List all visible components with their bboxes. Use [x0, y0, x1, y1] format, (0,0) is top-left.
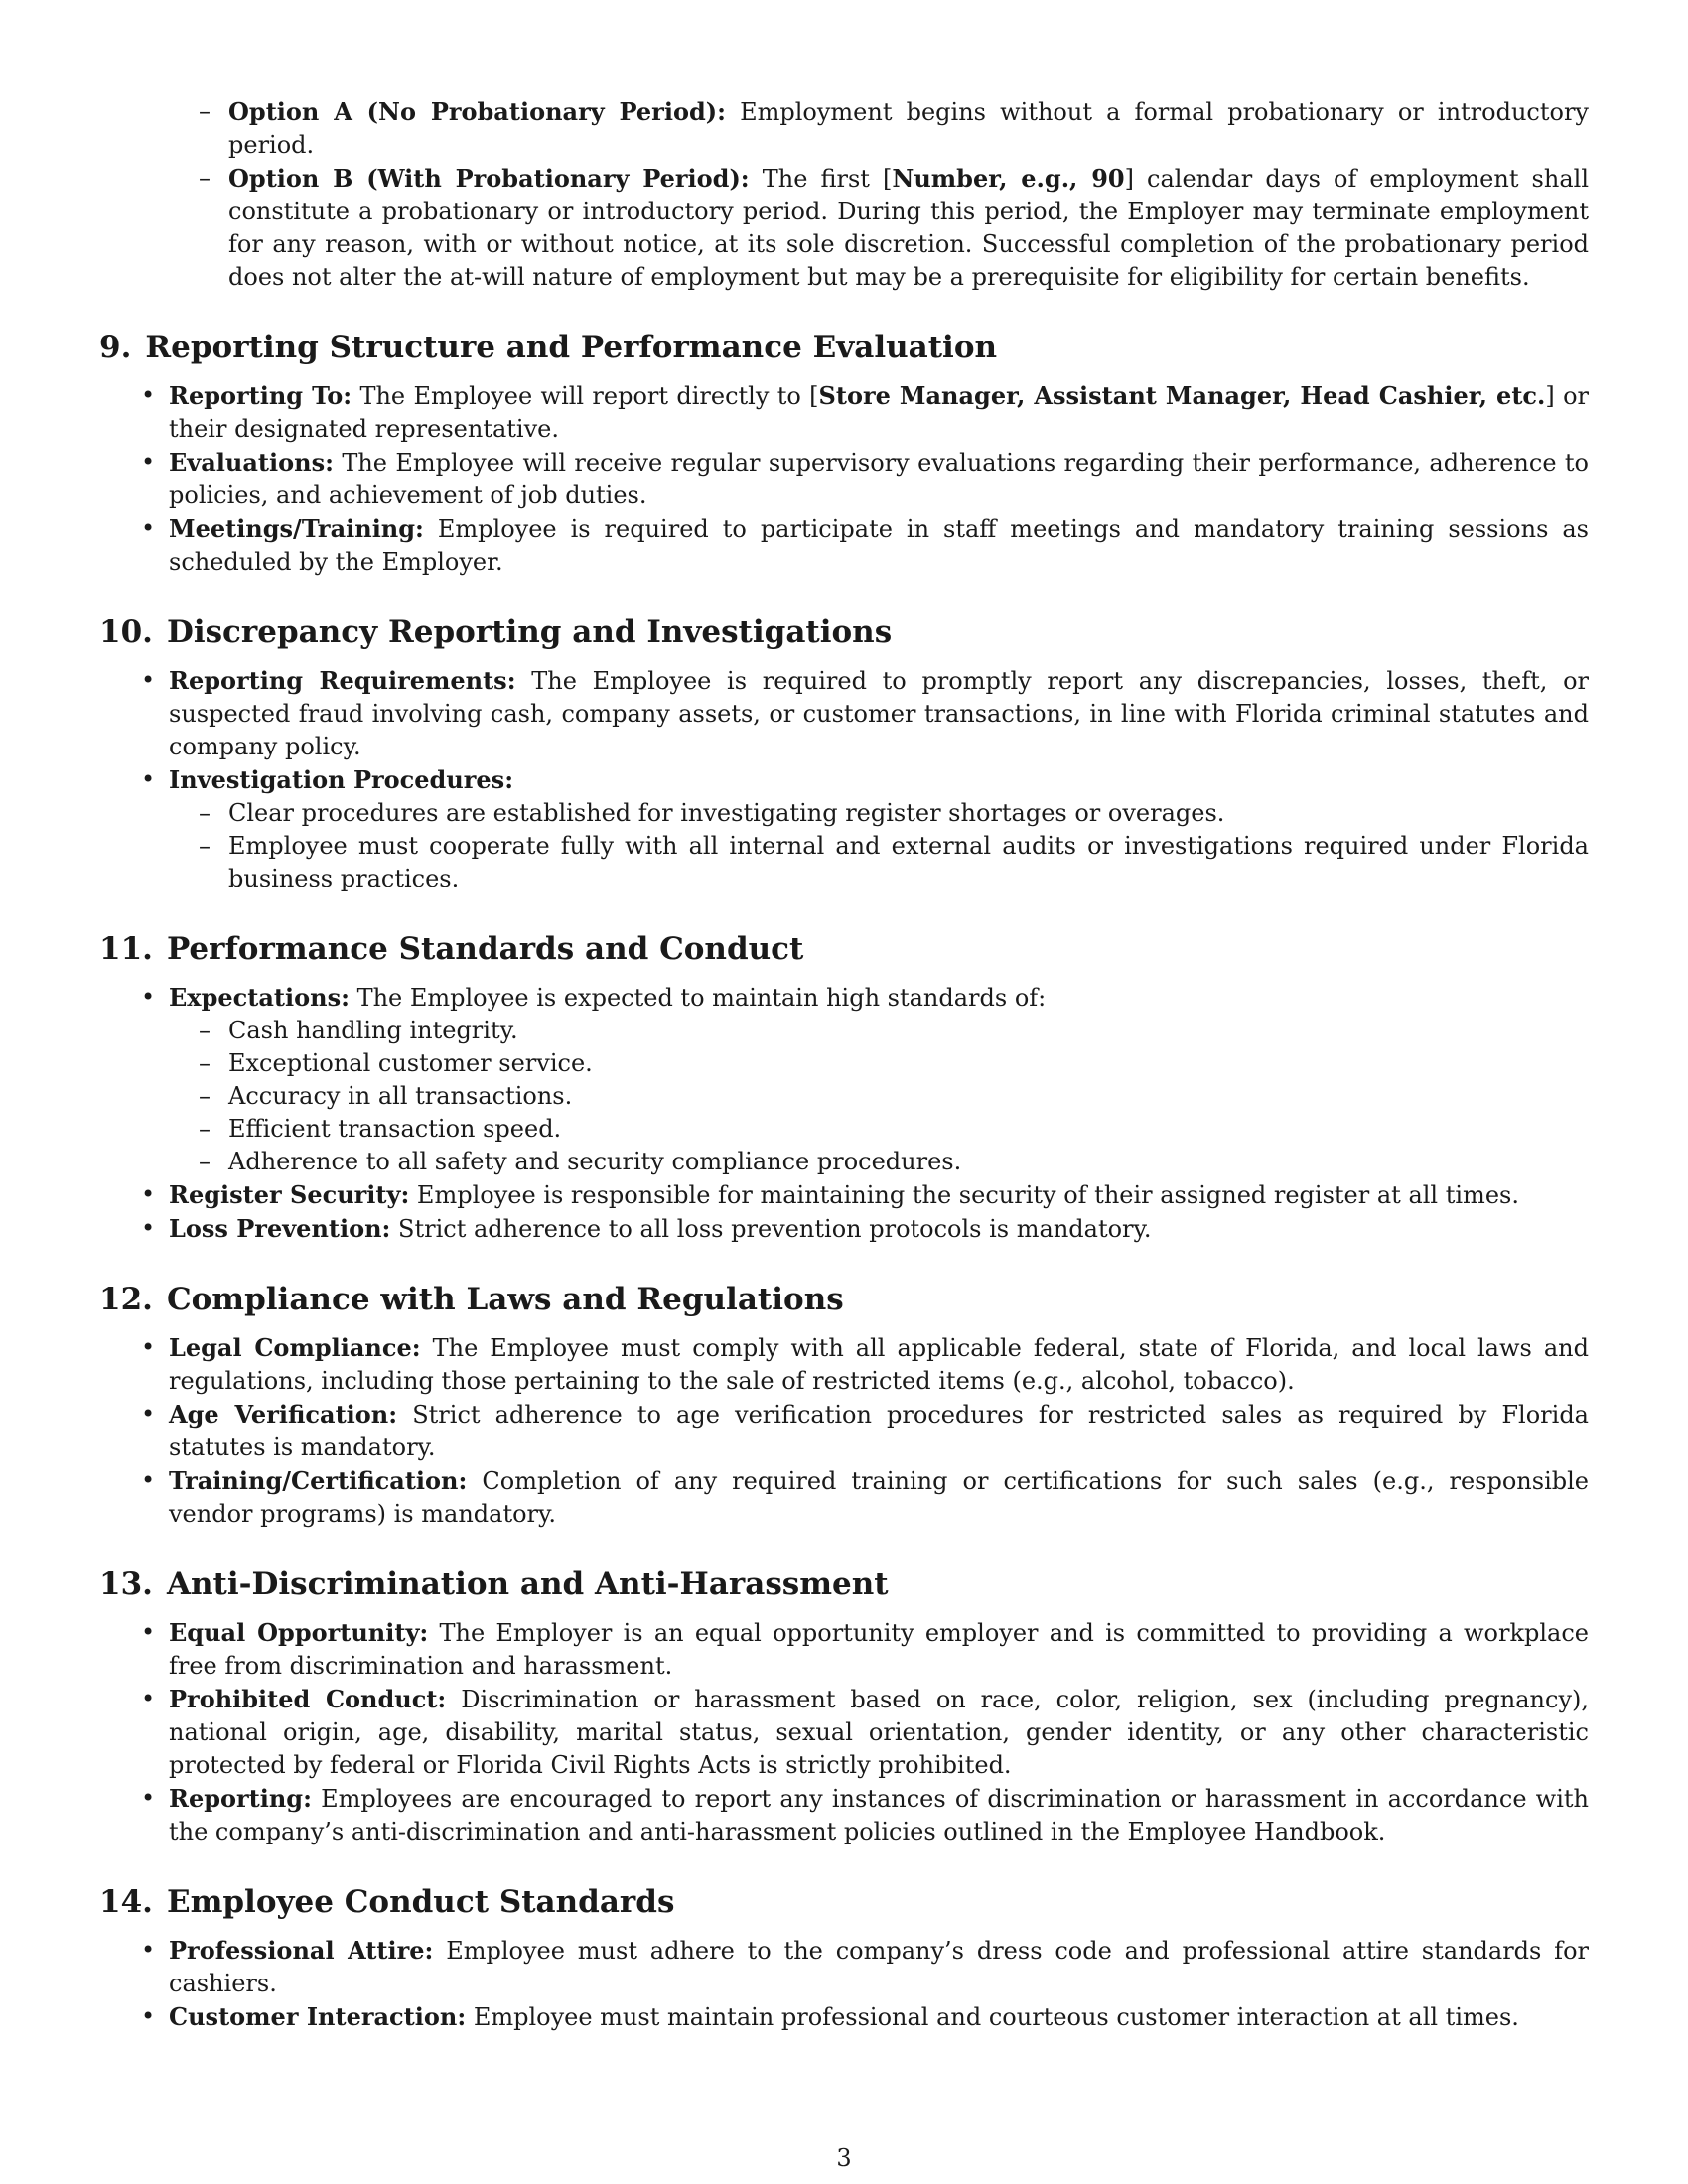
item-label: Legal Compliance:: [169, 1333, 421, 1362]
list-item: [169, 1398, 1589, 1464]
item-text: The Employee will report directly to [: [352, 382, 819, 410]
section-number: 11.: [99, 931, 153, 967]
section-heading: [99, 1882, 1589, 1922]
section-heading: [99, 328, 1589, 367]
section-9-list: [169, 379, 1589, 579]
list-item: [169, 1464, 1589, 1531]
item-text: Strict adherence to all loss prevention protocols is mandatory.: [390, 1215, 1152, 1243]
item-label: Meetings/Training:: [169, 514, 424, 543]
option-text: The first [: [749, 165, 893, 193]
section-title: Employee Conduct Standards: [166, 1884, 675, 1920]
list-item: [169, 1616, 1589, 1683]
section-heading: [99, 613, 1589, 652]
item-label: Reporting To:: [169, 381, 352, 410]
section-title: Reporting Structure and Performance Evaluation: [145, 330, 998, 365]
item-text: Completion of any required training or certifications for such sales (e.g., responsible vendor programs) is mandatory.: [169, 1467, 1589, 1528]
list-item: [169, 664, 1589, 763]
section-number: 13.: [99, 1567, 153, 1602]
section-11-list: [169, 981, 1589, 1246]
item-text: Discrimination or harassment based on race, color, religion, sex (including pregnancy), national origin, age, disability, marital status, sexual orientation, gender identity, or any other characteristic protected by federal or Florida Civil Rights Acts is strictly prohibited.: [169, 1686, 1589, 1779]
list-item: [169, 379, 1589, 446]
item-label: Training/Certification:: [169, 1466, 468, 1495]
list-item: [169, 1331, 1589, 1398]
page-number: 3: [836, 2144, 852, 2172]
option-label: Option A (No Probationary Period):: [228, 97, 726, 126]
list-item: [169, 446, 1589, 512]
section-12-list: [169, 1331, 1589, 1531]
sub-list-item: – Employee must cooperate fully with all internal and external audits or investigations required under Florida business practices.: [228, 830, 1589, 895]
section-heading: [99, 1280, 1589, 1319]
item-label: Professional Attire:: [169, 1936, 434, 1965]
item-label: Reporting:: [169, 1784, 312, 1813]
section-number: 9.: [99, 330, 132, 365]
item-label: Evaluations:: [169, 448, 334, 477]
item-label: Prohibited Conduct:: [169, 1685, 447, 1713]
list-item: [169, 763, 1589, 895]
list-item: [169, 512, 1589, 579]
section-heading: [99, 1565, 1589, 1604]
sub-list-item: – Clear procedures are established for investigating register shortages or overages.: [228, 797, 1589, 830]
list-item: [169, 981, 1589, 1178]
sub-list: [228, 1015, 1589, 1178]
list-item: [169, 1178, 1589, 1212]
sub-list-item: – Cash handling integrity.: [228, 1015, 1589, 1047]
item-text: ] or their designated representative.: [169, 382, 1589, 443]
sub-list-item: – Accuracy in all transactions.: [228, 1080, 1589, 1113]
list-item: [169, 1782, 1589, 1848]
item-label: Investigation Procedures:: [169, 765, 514, 794]
placeholder-text: Number, e.g., 90: [892, 164, 1125, 193]
section-heading: [99, 929, 1589, 969]
item-text: The Employer is an equal opportunity employer and is committed to providing a workplace free from discrimination and harassment.: [169, 1619, 1589, 1680]
list-item: [228, 95, 1589, 162]
item-label: Register Security:: [169, 1180, 410, 1209]
document-page: [99, 95, 1589, 2034]
list-item: [169, 1683, 1589, 1782]
section-title: Compliance with Laws and Regulations: [166, 1282, 844, 1317]
item-label: Age Verification:: [169, 1400, 398, 1429]
sub-list-item: – Exceptional customer service.: [228, 1047, 1589, 1080]
list-item: [169, 1212, 1589, 1246]
item-text: Employees are encouraged to report any instances of discrimination or harassment in accordance with the company’s anti-discrimination and anti-harassment policies outlined in the Employee Handbook.: [169, 1785, 1589, 1845]
item-text: Strict adherence to age verification procedures for restricted sales as required by Florida statutes is mandatory.: [169, 1401, 1589, 1461]
placeholder-text: Store Manager, Assistant Manager, Head Cashier, etc.: [818, 381, 1546, 410]
item-text: Employee is responsible for maintaining the security of their assigned register at all times.: [409, 1181, 1519, 1209]
item-label: Loss Prevention:: [169, 1214, 391, 1243]
list-item: [228, 162, 1589, 294]
item-text: Employee must maintain professional and courteous customer interaction at all times.: [466, 2003, 1519, 2031]
sub-list: [228, 797, 1589, 895]
item-text: The Employee will receive regular supervisory evaluations regarding their performance, adherence to policies, and achievement of job duties.: [169, 449, 1589, 509]
section-13-list: [169, 1616, 1589, 1848]
option-text: ] calendar days of employment shall constitute a probationary or introductory period. During this period, the Employer may terminate employment for any reason, with or without notice, at its sole discretion. Successful completion of the probationary period does not alter the at-will nature of employment but may be a prerequisite for eligibility for certain benefits.: [228, 165, 1589, 291]
section-title: Performance Standards and Conduct: [166, 931, 804, 967]
item-text: Employee must adhere to the company’s dress code and professional attire standards for cashiers.: [169, 1937, 1589, 1997]
item-label: Customer Interaction:: [169, 2002, 467, 2031]
option-label: Option B (With Probationary Period):: [228, 164, 750, 193]
section-14-list: [169, 1934, 1589, 2034]
section-title: Discrepancy Reporting and Investigations: [166, 614, 893, 650]
item-text: The Employee must comply with all applicable federal, state of Florida, and local laws and regulations, including those pertaining to the sale of restricted items (e.g., alcohol, tobacco).: [169, 1334, 1589, 1395]
list-item: [169, 1934, 1589, 2000]
probation-options-list: [228, 95, 1589, 294]
section-title: Anti-Discrimination and Anti-Harassment: [166, 1567, 889, 1602]
section-number: 14.: [99, 1884, 153, 1920]
section-10-list: [169, 664, 1589, 895]
sub-list-item: – Efficient transaction speed.: [228, 1113, 1589, 1146]
list-item: [169, 2000, 1589, 2034]
item-label: Expectations:: [169, 983, 350, 1012]
item-text: The Employee is required to promptly report any discrepancies, losses, theft, or suspected fraud involving cash, company assets, or customer transactions, in line with Florida criminal statutes and company policy.: [169, 667, 1589, 760]
item-label: Reporting Requirements:: [169, 666, 516, 695]
item-text: Employee is required to participate in staff meetings and mandatory training sessions as scheduled by the Employer.: [169, 515, 1589, 576]
section-number: 12.: [99, 1282, 153, 1317]
section-number: 10.: [99, 614, 153, 650]
item-text: The Employee is expected to maintain high standards of:: [349, 984, 1047, 1012]
option-text: Employment begins without a formal probationary or introductory period.: [228, 98, 1589, 159]
sub-list-item: – Adherence to all safety and security compliance procedures.: [228, 1146, 1589, 1178]
item-label: Equal Opportunity:: [169, 1618, 429, 1647]
